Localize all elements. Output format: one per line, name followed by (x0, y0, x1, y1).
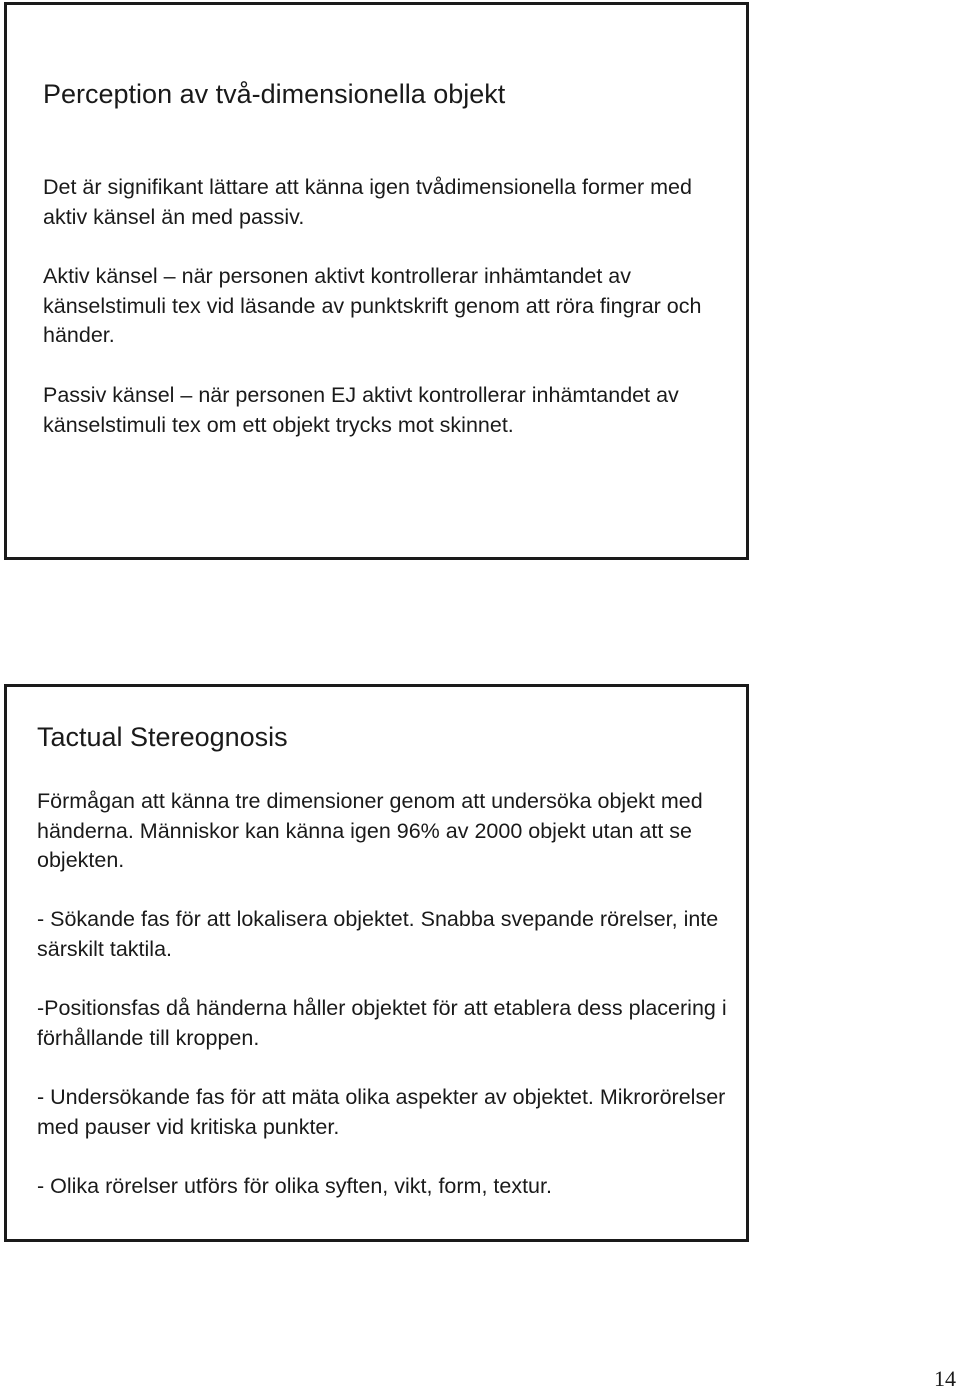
slide-tactual-stereognosis (4, 684, 749, 1242)
paragraph: Aktiv känsel – när personen aktivt kontrollerar inhämtandet av känselstimuli tex vid läsande av punktskrift genom att röra fingrar och händer. (43, 264, 702, 347)
paragraph: Förmågan att känna tre dimensioner genom att undersöka objekt med händerna. Människor kan känna igen 96% av 2000 objekt utan att se objekten. (37, 789, 703, 872)
slide-perception-2d (4, 2, 749, 560)
slide-title: Tactual Stereognosis (37, 722, 288, 752)
paragraph: - Sökande fas för att lokalisera objektet. Snabba svepande rörelser, inte särskilt taktila. (37, 907, 719, 961)
paragraph: - Olika rörelser utförs för olika syften, vikt, form, textur. (37, 1174, 552, 1198)
paragraph: Det är signifikant lättare att känna igen tvådimensionella former med aktiv känsel än med passiv. (43, 175, 692, 229)
slide-title: Perception av två-dimensionella objekt (43, 79, 506, 109)
paragraph: - Undersökande fas för att mäta olika aspekter av objektet. Mikrorörelser med pauser vid kritiska punkter. (37, 1085, 726, 1139)
paragraph: -Positionsfas då händerna håller objektet för att etablera dess placering i förhållande till kroppen. (37, 996, 727, 1050)
page-number: 14 (934, 1366, 956, 1391)
paragraph: Passiv känsel – när personen EJ aktivt kontrollerar inhämtandet av känselstimuli tex om ett objekt trycks mot skinnet. (43, 383, 679, 437)
